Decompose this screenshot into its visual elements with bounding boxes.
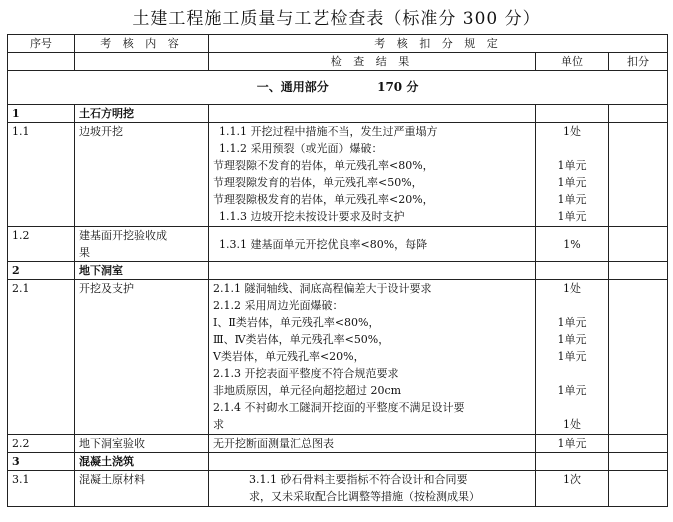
item-units: 1处 1单元 1单元 1单元 1单元 [536,123,609,227]
item-results: 1.1.1 开挖过程中措施不当，发生过严重塌方 1.1.2 采用预裂（或光面）爆破： 节理裂隙不发育的岩体，单元残孔率<80%， 节理裂隙发育的岩体，单元残孔率<50%， 节理裂隙极发育的岩体，单元残孔率<20%， 1.1.3 边坡开挖未按设计要求及时支护 [209,123,536,227]
item-units: 1次 [536,471,609,507]
item-number: 1.2 [8,227,75,262]
item-number: 2.1 [8,280,75,435]
item-results: 1.3.1 建基面单元开挖优良率<80%，每降 [209,227,536,262]
item-deduct [609,123,668,227]
item-content: 混凝土原材料 [75,471,209,507]
section-name: 混凝土浇筑 [75,453,209,471]
header-result: 检 查 结 果 [209,53,536,71]
header-unit: 单位 [536,53,609,71]
part-score: 170 分 [377,80,419,94]
item-results: 2.1.1 隧洞轴线、洞底高程偏差大于设计要求 2.1.2 采用周边光面爆破： Ⅰ、Ⅱ类岩体，单元残孔率<80%， Ⅲ、Ⅳ类岩体，单元残孔率<50%， Ⅴ类岩体，单元残孔率<20%， 2.1.3 开挖表面平整度不符合规范要求 非地质原因，单元径向超挖超过 20cm 2.1.4 不衬砌水工隧洞开挖面的平整度不满足设计要 求 [209,280,536,435]
item-units: 1单元 [536,435,609,453]
table-row [8,123,668,227]
item-units: 1处 1单元 1单元 1单元 1单元 1处 [536,280,609,435]
header-seq: 序号 [8,35,75,53]
item-results: 3.1.1 砂石骨料主要指标不符合设计和合同要 求，又未采取配合比调整等措施（按检测成果） [209,471,536,507]
item-content: 边坡开挖 [75,123,209,227]
item-content: 建基面开挖验收成 果 [75,227,209,262]
item-deduct [609,471,668,507]
section-number: 3 [8,453,75,471]
part-label: 一、通用部分 [256,80,329,94]
item-content: 地下洞室验收 [75,435,209,453]
item-units: 1% [536,227,609,262]
header-content-blank [75,53,209,71]
item-deduct [609,227,668,262]
header-content: 考 核 内 容 [75,35,209,53]
table-row [8,280,668,435]
part-heading [8,71,668,105]
section-number: 2 [8,262,75,280]
table-row [8,435,668,453]
section-number: 1 [8,105,75,123]
table-row [8,227,668,262]
table-row [8,471,668,507]
item-deduct [609,435,668,453]
header-seq-blank [8,53,75,71]
header-deduct: 扣分 [609,53,668,71]
inspection-table [7,34,668,507]
header-rule: 考 核 扣 分 规 定 [209,35,668,53]
item-results: 无开挖断面测量汇总图表 [209,435,536,453]
section-name: 土石方明挖 [75,105,209,123]
item-deduct [609,280,668,435]
section-name: 地下洞室 [75,262,209,280]
item-content: 开挖及支护 [75,280,209,435]
document-title: 土建工程施工质量与工艺检查表（标准分 300 分） [132,9,541,29]
item-number: 1.1 [8,123,75,227]
item-number: 3.1 [8,471,75,507]
item-number: 2.2 [8,435,75,453]
